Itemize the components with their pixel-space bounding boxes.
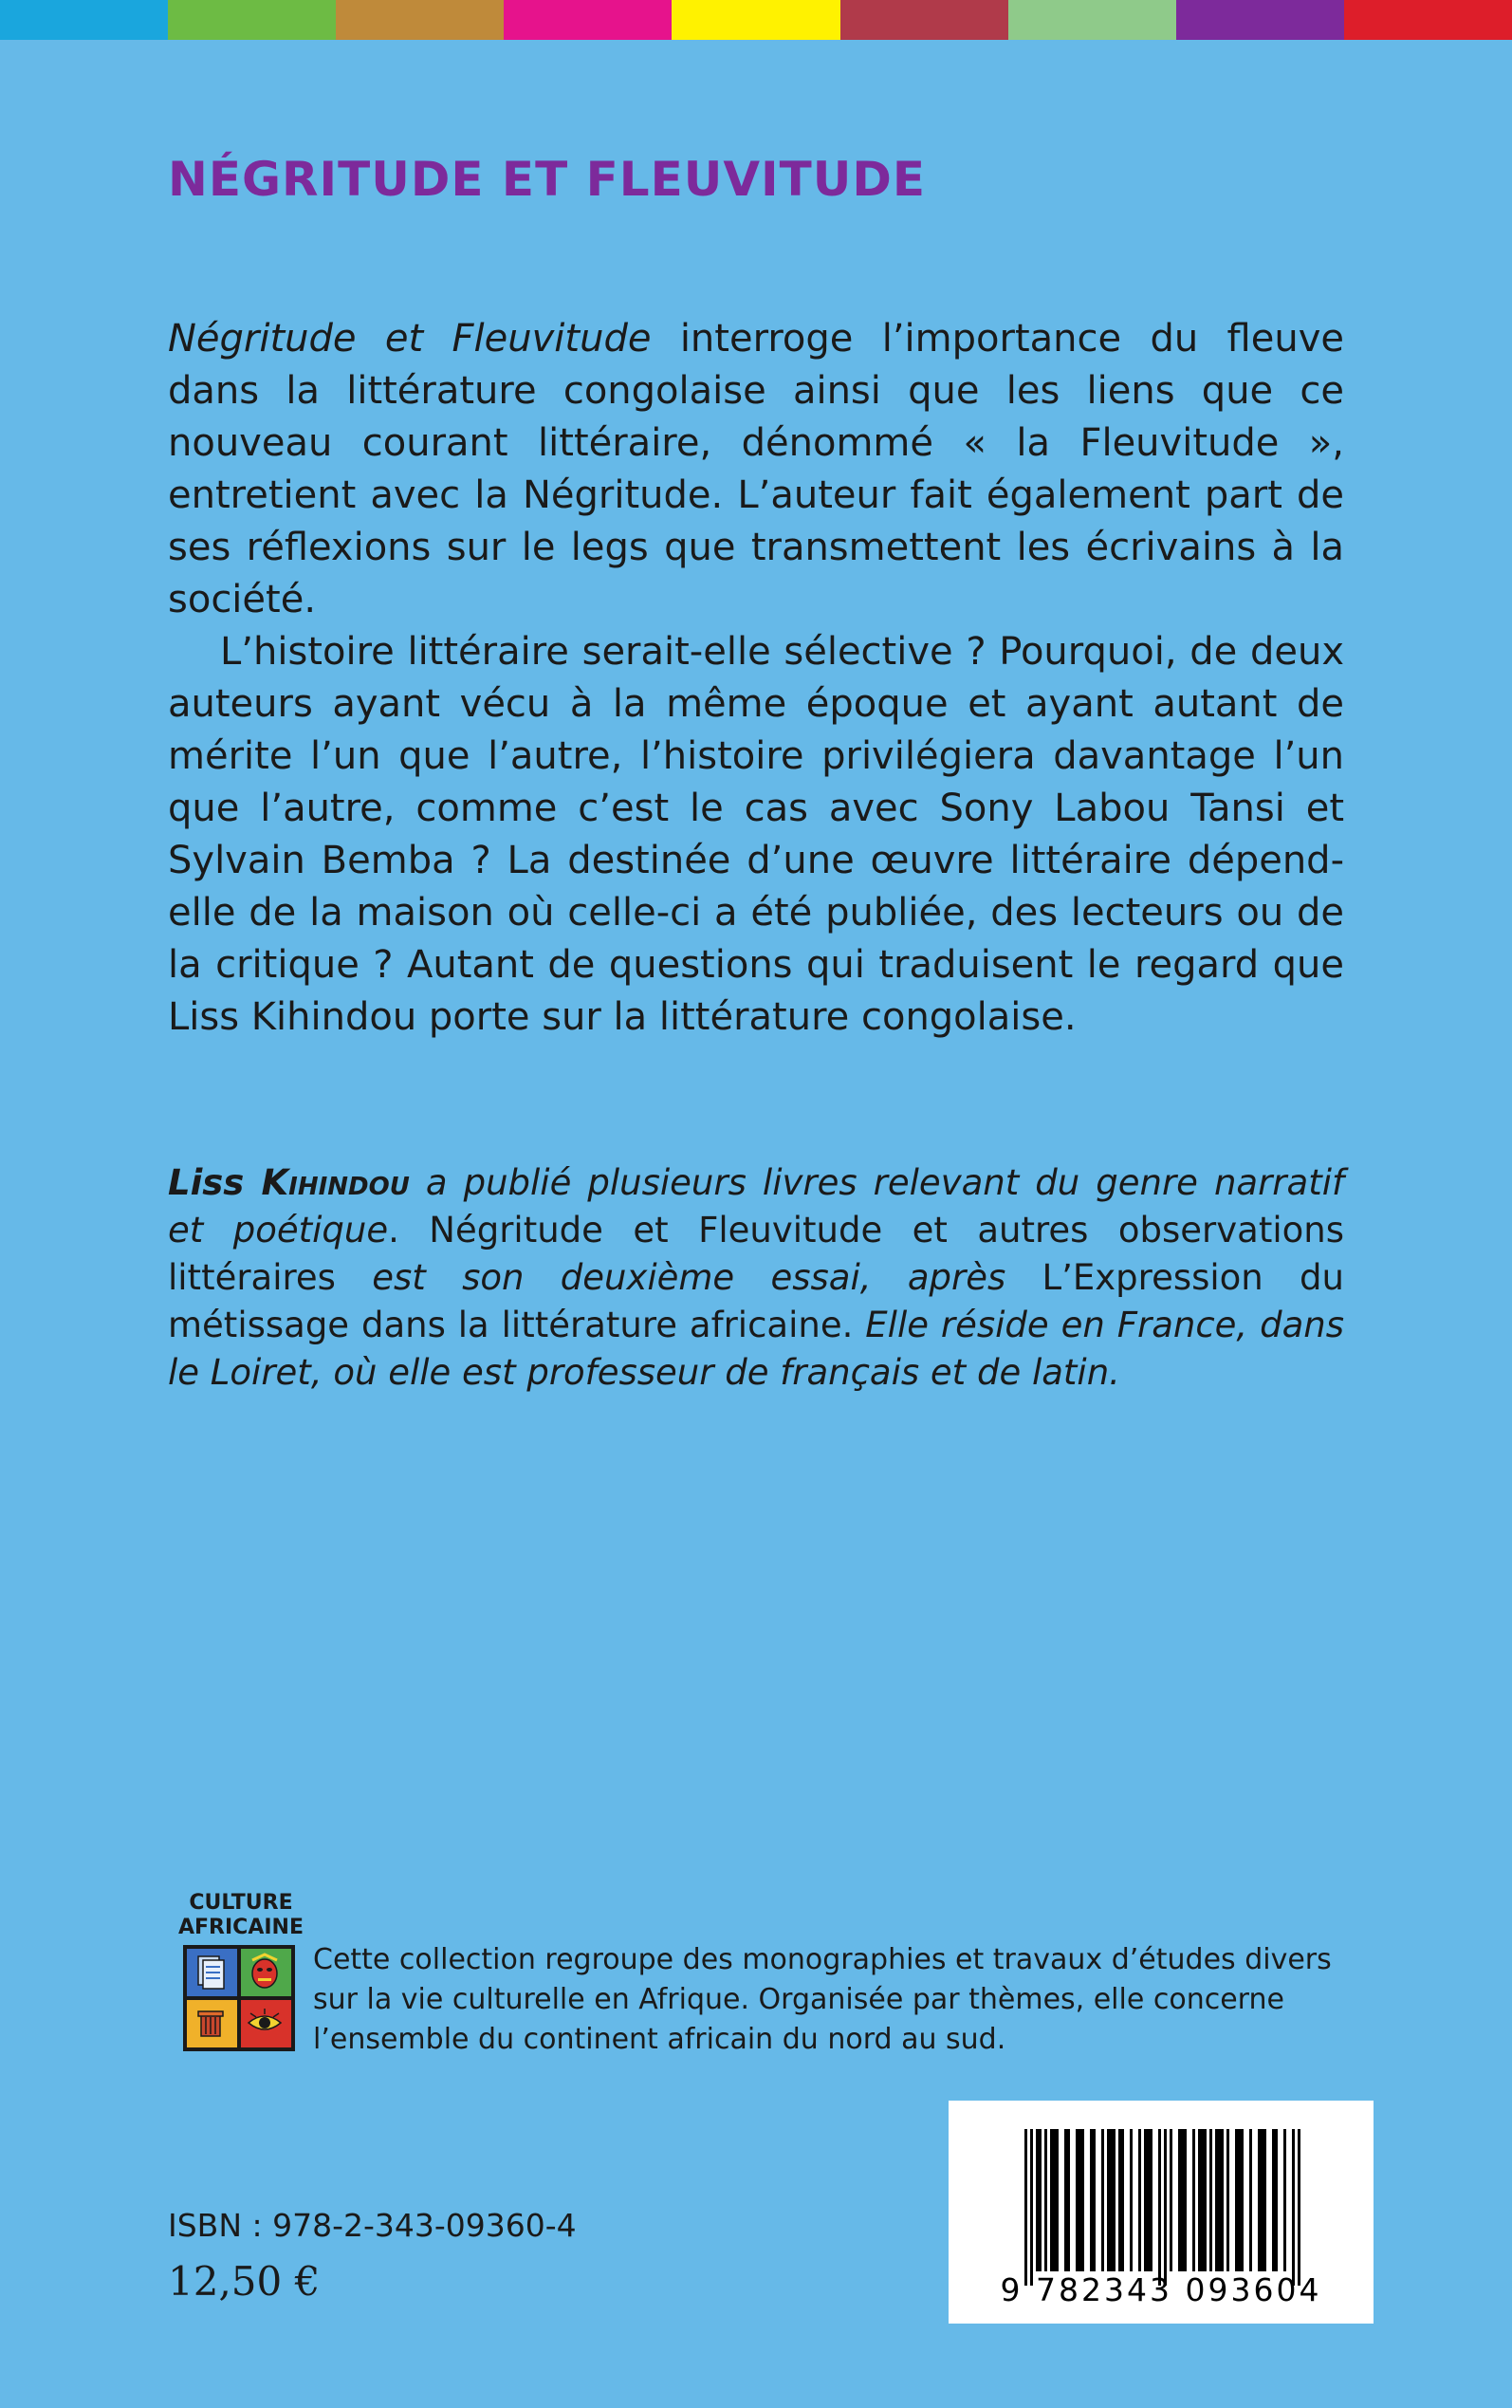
color-stripe [1008,0,1176,40]
barcode-bar [1050,2129,1059,2271]
barcode-bar [1215,2129,1224,2271]
bio-part-2: . Négritude et Fleuvitude et autres observations littéraires [168,1210,1344,1298]
summary-title-italic: Négritude et Fleuvitude [168,317,652,361]
barcode-bar [1283,2129,1286,2271]
barcode-bar [1144,2129,1152,2271]
barcode-bar [1044,2129,1047,2271]
barcode-bar [1138,2129,1141,2271]
barcode-bar [1076,2129,1084,2271]
barcode-bar [1024,2129,1027,2286]
color-stripe [0,0,168,40]
barcode-bar [1130,2129,1133,2271]
book-title: NÉGRITUDE ET FLEUVITUDE [168,152,927,207]
book-summary [168,313,1344,1044]
author-first-name: Liss [168,1162,262,1203]
author-name [168,1162,410,1203]
color-stripe [336,0,504,40]
bio-part-4: L’Expression du métissage dans la littérature africaine. [168,1257,1344,1345]
mask-icon [241,1949,291,1996]
barcode-bar [1249,2129,1252,2271]
barcode-bar [1064,2129,1070,2271]
barcode-bar [1209,2129,1212,2271]
bio-part-5: Elle réside en France, dans le Loiret, où elle est professeur de français et de latin. [168,1305,1344,1393]
barcode-bar [1090,2129,1096,2271]
author-bio [168,1159,1344,1397]
barcode-bar [1178,2129,1187,2271]
barcode-bar [1298,2129,1300,2286]
barcode-bar [1101,2129,1104,2271]
color-stripe-bar [0,0,1512,40]
summary-paragraph-2: L’histoire littéraire serait-elle sélective ? Pourquoi, de deux auteurs ayant vécu à la même époque et ayant autant de mérite l’un que l’autre, l’histoire privilégiera davantage l’un que l’autre, comme c’est le cas avec Sony Labou Tansi et Sylvain Bemba ? La destinée d’une œuvre littéraire dépend-elle de la maison où celle-ci a été publiée, des lecteurs ou de la critique ? Autant de questions qui traduisent le regard que Liss Kihindou porte sur la littérature congolaise. [168,630,1344,1039]
barcode-bar [1258,2129,1266,2271]
color-stripe [1344,0,1512,40]
barcode-bar [1272,2129,1278,2271]
bio-part-1: a publié plusieurs livres relevant du genre narratif et poétique [168,1162,1345,1250]
summary-paragraph-1 [168,313,1344,626]
summary-paragraph-1-text: interroge l’importance du fleuve dans la littérature congolaise ainsi que les liens que ce nouveau courant littéraire, dénommé « la Fleuvitude », entretient avec la Négritude. L’auteur fait également part de ses réflexions sur le legs que transmettent les écrivains à la société. [168,317,1344,621]
eye-icon [241,2000,291,2047]
color-stripe [840,0,1008,40]
color-stripe [672,0,839,40]
barcode-bar [1292,2129,1295,2286]
barcode-bar [1164,2129,1167,2286]
barcode-bar [1107,2129,1116,2271]
barcode-bar [1226,2129,1229,2271]
barcode-bar [1030,2129,1033,2286]
barcode-bar [1036,2129,1042,2271]
collection-label-line-1: CULTURE [189,1891,293,1915]
barcode-bar [1192,2129,1195,2271]
document-icon [187,1949,237,1996]
price: 12,50 € [168,2258,321,2305]
culture-africaine-logo [183,1945,295,2051]
color-stripe [504,0,672,40]
color-stripe [168,0,336,40]
basket-icon [187,2000,237,2047]
barcode [949,2101,1374,2324]
collection-label [178,1891,304,1940]
bio-part-3: est son deuxième essai, après [372,1257,1006,1298]
collection-label-line-2: AFRICAINE [178,1916,304,1939]
color-stripe [1176,0,1344,40]
barcode-bar [1170,2129,1172,2271]
barcode-bar [1158,2129,1161,2286]
isbn: ISBN : 978-2-343-09360-4 [168,2207,577,2244]
barcode-bar [1198,2129,1207,2271]
collection-description: Cette collection regroupe des monographies et travaux d’études divers sur la vie culturelle en Afrique. Organisée par thèmes, elle concerne l’ensemble du continent africain du nord au sud. [313,1943,1332,2056]
author-last-name: Kihindou [261,1162,410,1203]
barcode-bar [1118,2129,1124,2271]
barcode-number: 9 782343 093604 [1000,2271,1322,2308]
barcode-bar [1235,2129,1244,2271]
